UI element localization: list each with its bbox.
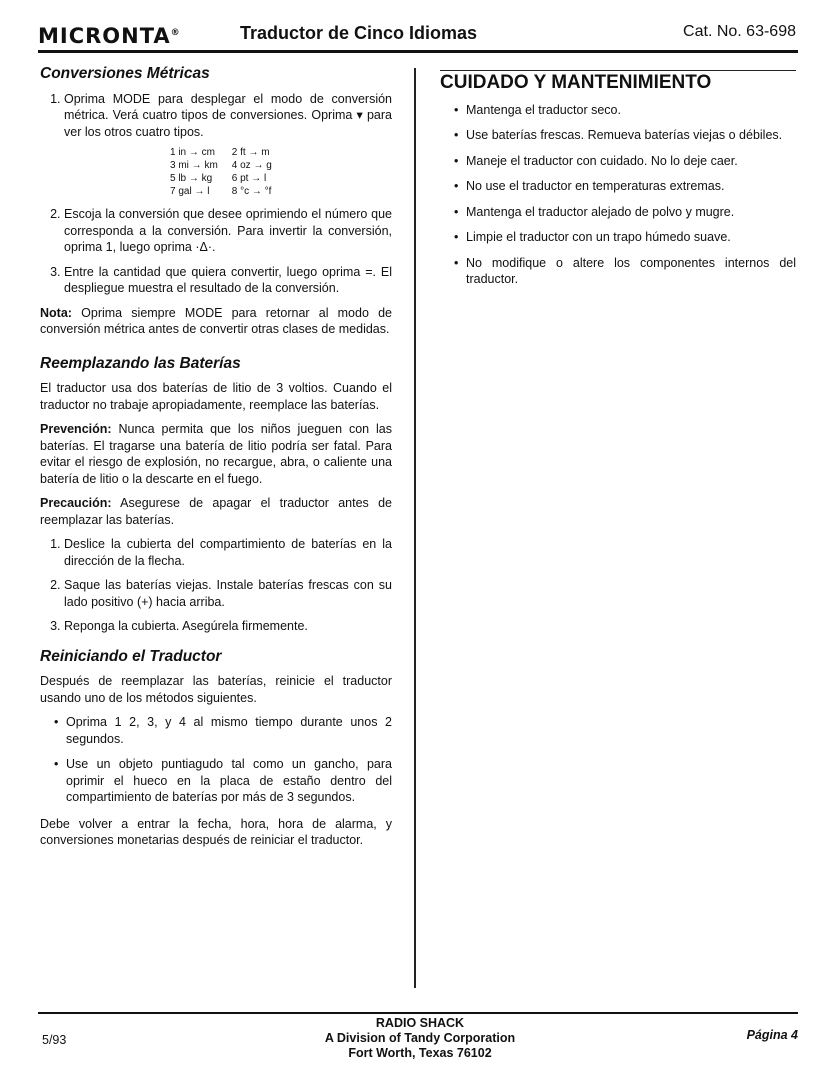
metric-step-1 [64, 91, 392, 199]
note-label: Nota: [40, 305, 72, 320]
conversion-row [170, 185, 286, 198]
note-text: Oprima siempre MODE para retornar al modo de conversión métrica antes de convertir otras clases de medidas. [40, 305, 392, 336]
care-item: • No modifique o altere los componentes internos del traductor. [466, 255, 796, 288]
column-divider [414, 68, 416, 988]
metric-heading: Conversiones Métricas [40, 65, 210, 82]
footer-company [270, 1016, 570, 1061]
prevention-paragraph [40, 421, 392, 487]
page-header [38, 20, 796, 50]
conversion-cell: 8 °c → °f [231, 186, 272, 197]
reset-method: • Oprima 1 2, 3, y 4 al mismo tiempo durante unos 2 segundos. [66, 714, 392, 747]
reset-methods [40, 714, 392, 806]
conversion-cell: 5 lb → kg [170, 173, 213, 184]
care-heading: CUIDADO Y MANTENIMIENTO [440, 72, 712, 93]
conversion-cell: 1 in → cm [170, 147, 216, 158]
conversion-row [170, 146, 286, 159]
care-list [440, 102, 796, 288]
reset-outro: Debe volver a entrar la fecha, hora, hora de alarma, y conversiones monetarias después de reiniciar el traductor. [40, 816, 392, 847]
section-rule [440, 70, 796, 71]
metric-note [40, 305, 392, 338]
care-item: • Limpie el traductor con un trapo húmedo suave. [466, 229, 796, 246]
batteries-heading: Reemplazando las Baterías [40, 354, 241, 372]
conversion-cell: 3 mi → km [170, 160, 218, 171]
conversion-table [170, 146, 286, 198]
metric-step-1-text: Oprima MODE para desplegar el modo de conversión métrica. Verá cuatro tipos de conversiones. Oprima ▾ para ver los otros cuatro tipos. [64, 91, 392, 139]
prevention-label: Prevención: [40, 422, 112, 436]
batteries-intro: El traductor usa dos baterías de litio de 3 voltios. Cuando el traductor no trabaje apropiadamente, reemplace las baterías. [40, 381, 392, 412]
left-column [40, 66, 392, 857]
battery-step: 2. Saque las baterías viejas. Instale baterías frescas con su lado positivo (+) hacia arriba. [64, 577, 392, 610]
care-item: • Mantenga el traductor seco. [466, 102, 796, 119]
footer-rule [38, 1012, 798, 1014]
battery-steps [40, 536, 392, 635]
conversion-cell: 6 pt → l [231, 173, 267, 184]
prevention-text: Nunca permita que los niños jueguen con las baterías. El tragarse una batería de litio podría ser fatal. Para evitar el riesgo de explosión, no recargue, abra, o caliente una batería de litio o la descarte en el fuego. [40, 422, 392, 486]
care-item: • Mantenga el traductor alejado de polvo y mugre. [466, 204, 796, 221]
page-number: Página 4 [746, 1028, 798, 1042]
conversion-cell: 2 ft → m [231, 147, 270, 158]
conversion-row [170, 159, 286, 172]
reset-intro: Después de reemplazar las baterías, reinicie el traductor usando uno de los métodos siguientes. [40, 674, 392, 705]
footer-date: 5/93 [42, 1033, 67, 1047]
brand-logo [38, 24, 181, 48]
care-item: • Maneje el traductor con cuidado. No lo deje caer. [466, 153, 796, 170]
catalog-number: Cat. No. 63-698 [683, 23, 796, 40]
conversion-cell: 4 oz → g [231, 160, 272, 171]
metric-step-3: 3. Entre la cantidad que quiera convertir, luego oprima =. El despliegue muestra el resultado de la conversión. [64, 264, 392, 297]
reset-method: • Use un objeto puntiagudo tal como un gancho, para oprimir el hueco en la placa de estaño dentro del compartimiento de baterías por más de 3 segundos. [66, 756, 392, 806]
battery-step: 3. Reponga la cubierta. Asegúrela firmemente. [64, 618, 392, 635]
metric-steps [40, 91, 392, 297]
care-item: • No use el traductor en temperaturas extremas. [466, 178, 796, 195]
right-column [440, 70, 796, 298]
company-division: A Division of Tandy Corporation [324, 1031, 516, 1045]
conversion-cell: 7 gal → l [170, 186, 210, 197]
caution-paragraph [40, 495, 392, 528]
company-name: RADIO SHACK [375, 1016, 465, 1030]
company-address: Fort Worth, Texas 76102 [348, 1046, 492, 1060]
battery-step: 1. Deslice la cubierta del compartimiento de baterías en la dirección de la flecha. [64, 536, 392, 569]
caution-text: Asegurese de apagar el traductor antes de reemplazar las baterías. [40, 496, 392, 527]
document-title: Traductor de Cinco Idiomas [240, 23, 478, 43]
header-rule [38, 50, 798, 53]
caution-label: Precaución: [40, 496, 112, 510]
conversion-row [170, 172, 286, 185]
brand-name: MICRONTA [38, 24, 171, 48]
brand-mark: ® [170, 28, 181, 38]
care-item: • Use baterías frescas. Remueva baterías viejas o débiles. [466, 127, 796, 144]
metric-step-2: 2. Escoja la conversión que desee oprimiendo el número que corresponda a la conversión. Para invertir la conversión, oprima 1, luego oprima ·Δ·. [64, 206, 392, 256]
reset-heading: Reiniciando el Traductor [40, 647, 222, 665]
